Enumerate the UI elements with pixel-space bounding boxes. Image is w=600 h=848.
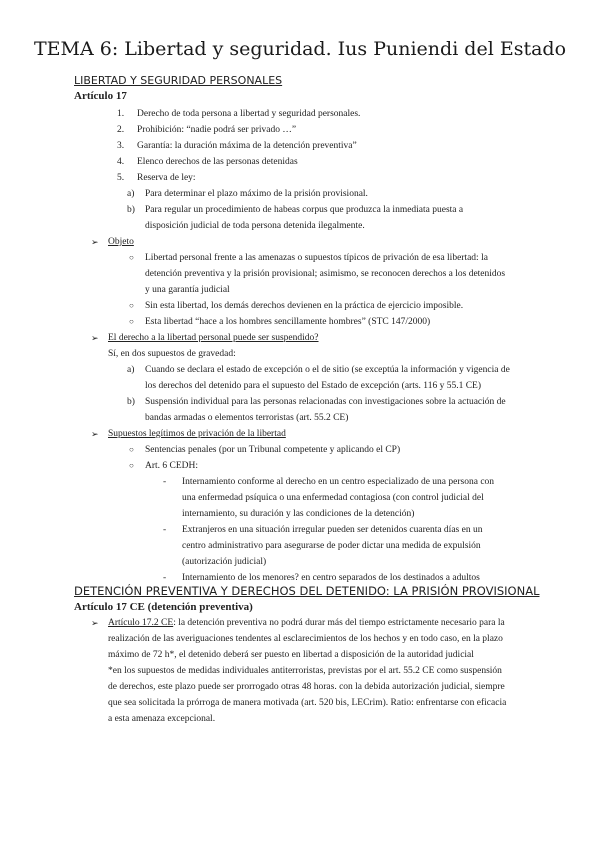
list-item: Sin esta libertad, los demás derechos devienen en la práctica de ejercicio imposible. [145, 301, 464, 311]
list-item: Para determinar el plazo máximo de la prisión provisional. [145, 189, 368, 199]
list-item: Garantía: la duración máxima de la detención preventiva” [137, 141, 357, 151]
paragraph-line: : la detención preventiva no podrá durar más del tiempo estrictamente necesario para la [173, 618, 505, 628]
circle-bullet-icon: ○ [129, 317, 134, 326]
list-item: Elenco derechos de las personas detenidas [137, 157, 298, 167]
arrow-bullet-icon: ➢ [91, 618, 99, 628]
paragraph-line: realización de las averiguaciones tendentes al esclarecimientos de los hechos y en todo caso, en la plazo [108, 634, 503, 644]
list-item: Sentencias penales (por un Tribunal competente y aplicando el CP) [145, 445, 401, 455]
supuestos-heading: Supuestos legítimos de privación de la libertad [108, 429, 286, 439]
article-17-2-label: Artículo 17.2 CE [108, 618, 174, 628]
circle-bullet-icon: ○ [129, 461, 134, 470]
list-item-continuation: disposición judicial de toda persona detenida ilegalmente. [145, 221, 365, 231]
objeto-heading: Objeto [108, 237, 134, 247]
section-heading-detencion: DETENCIÓN PREVENTIVA Y DERECHOS DEL DETENIDO: LA PRISIÓN PROVISIONAL [74, 584, 540, 598]
list-item: Libertad personal frente a las amenazas o supuestos típicos de privación de esa libertad: la [145, 253, 488, 263]
list-item-continuation: bandas armadas o elementos terroristas (art. 55.2 CE) [145, 413, 349, 423]
page-title: TEMA 6: Libertad y seguridad. Ius Puniendi del Estado [33, 38, 567, 60]
list-item: Art. 6 CEDH: [145, 461, 199, 471]
list-item: Esta libertad “hace a los hombres sencillamente hombres” (STC 147/2000) [145, 317, 431, 327]
list-number: 3. [117, 141, 125, 151]
suspension-intro: Sí, en dos supuestos de gravedad: [108, 349, 236, 359]
list-letter: a) [127, 365, 135, 375]
list-item: Reserva de ley: [137, 173, 196, 183]
article-17-heading: Artículo 17 [74, 90, 127, 102]
paragraph-line: a esta amenaza excepcional. [108, 714, 216, 724]
arrow-bullet-icon: ➢ [91, 429, 99, 439]
circle-bullet-icon: ○ [129, 301, 134, 310]
section-heading-libertad: LIBERTAD Y SEGURIDAD PERSONALES [74, 74, 283, 87]
dash-bullet-icon: - [163, 573, 167, 583]
list-number: 2. [117, 125, 125, 135]
dash-bullet-icon: - [163, 525, 167, 535]
paragraph-line: máximo de 72 h*, el detenido deberá ser puesto en libertad a disposición de la autoridad judicial [108, 650, 474, 660]
circle-bullet-icon: ○ [129, 253, 134, 262]
article-17-2-paragraph [108, 617, 505, 629]
list-letter: a) [127, 189, 135, 199]
list-item: Internamiento conforme al derecho en un centro especializado de una persona con [182, 477, 495, 487]
arrow-bullet-icon: ➢ [91, 333, 99, 343]
list-number: 5. [117, 173, 125, 183]
list-item: Suspensión individual para las personas relacionadas con investigaciones sobre la actuación de [145, 397, 506, 407]
list-letter: b) [127, 205, 135, 215]
list-item: Cuando se declara el estado de excepción o el de sitio (se exceptúa la información y vigencia de [145, 365, 510, 375]
list-number: 1. [117, 109, 125, 119]
list-item-continuation: una enfermedad psíquica o una enfermedad contagiosa (con control judicial del [182, 493, 484, 503]
list-item: Derecho de toda persona a libertad y seguridad personales. [137, 109, 361, 119]
list-item: Extranjeros en una situación irregular pueden ser detenidos cuarenta días en un [182, 525, 483, 535]
dash-bullet-icon: - [163, 477, 167, 487]
list-number: 4. [117, 157, 125, 167]
paragraph-line: de derechos, este plazo puede ser prorrogado otras 48 horas. con la debida autorización judicial, siempre [108, 682, 505, 692]
arrow-bullet-icon: ➢ [91, 237, 99, 247]
list-item-continuation: detención preventiva y la prisión provisional; asimismo, se reconocen derechos a los detenidos [145, 269, 506, 279]
suspension-heading: El derecho a la libertad personal puede ser suspendido? [108, 333, 319, 343]
list-item-continuation: y una garantía judicial [145, 285, 230, 295]
list-item: Prohibición: “nadie podrá ser privado …” [137, 125, 297, 135]
list-item-continuation: centro administrativo para asegurarse de poder dictar una medida de expulsión [182, 541, 481, 551]
paragraph-line: *en los supuestos de medidas individuales antiterroristas, previstas por el art. 55.2 CE como suspensión [108, 666, 502, 676]
list-item: Internamiento de los menores? en centro separados de los destinados a adultos [182, 573, 480, 583]
list-item-continuation: (autorización judicial) [182, 557, 267, 567]
list-letter: b) [127, 397, 135, 407]
list-item-continuation: los derechos del detenido para el supuesto del Estado de excepción (arts. 116 y 55.1 CE) [145, 381, 482, 391]
list-item: Para regular un procedimiento de habeas corpus que produzca la inmediata puesta a [145, 205, 464, 215]
article-17ce-heading: Artículo 17 CE (detención preventiva) [74, 601, 253, 613]
circle-bullet-icon: ○ [129, 445, 134, 454]
paragraph-line: que sea solicitada la prórroga de manera motivada (art. 520 bis, LECrim). Ratio: enfrentarse con eficacia [108, 698, 507, 708]
list-item-continuation: internamiento, su duración y las condiciones de la detención) [182, 509, 415, 519]
